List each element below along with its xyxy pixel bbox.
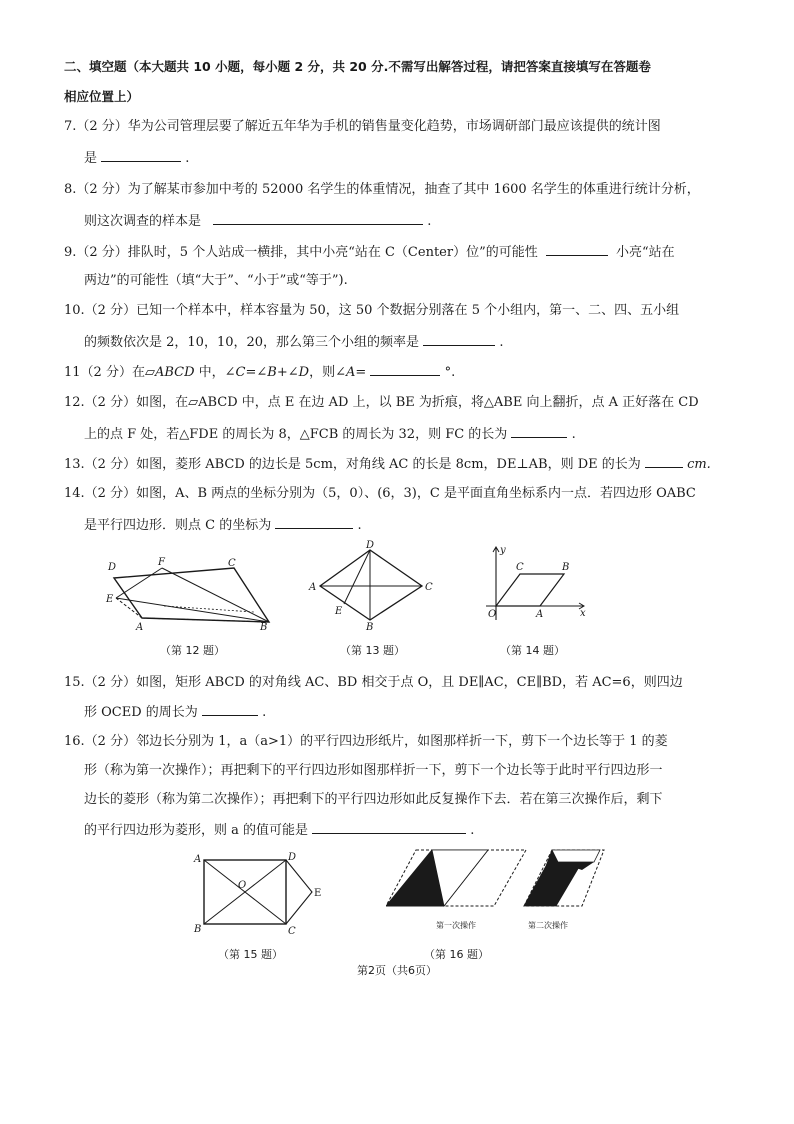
q11-text-b: ABCD: [154, 365, 195, 380]
figure-14-diagram: [480, 544, 590, 622]
q11-text-k: =: [355, 365, 367, 380]
question-14-text: 是平行四边形．则点 C 的坐标为: [84, 518, 272, 533]
question-16-text: 的平行四边形为菱形，则 a 的值可能是: [84, 823, 309, 838]
question-9-line2: 两边”的可能性（填“大于”、“小于”或“等于”).: [84, 273, 348, 288]
question-7-end: .: [185, 151, 190, 166]
page-number: 第2页（共6页）: [357, 964, 437, 977]
fig15-label-b: B: [194, 924, 202, 935]
answer-blank-9[interactable]: [546, 242, 608, 256]
question-15-line2: [84, 702, 266, 722]
fig12-label-b: B: [260, 622, 268, 632]
section-title-cont: 相应位置上）: [64, 89, 140, 104]
question-11-line: [64, 362, 455, 382]
question-9-text-b: 小亮“站在: [616, 245, 675, 260]
question-14-line1: 14.（2 分）如图，A、B 两点的坐标分别为（5，0）、(6，3)，C 是平面直角坐标系内一点．若四边形 OABC: [64, 486, 696, 501]
question-16-line3: 边长的菱形（称为第二次操作）；再把剩下的平行四边形如此反复操作下去．若在第三次操作后，剩下: [84, 792, 663, 807]
fig16-op2-label: 第二次操作: [528, 921, 568, 930]
q11-text-h: D: [298, 365, 310, 380]
q11-text-l: °.: [444, 365, 456, 380]
question-14-line2: [84, 515, 362, 535]
q11-text-f: B: [267, 365, 277, 380]
question-7-line2: [84, 148, 189, 168]
fig13-label-c: C: [425, 582, 433, 593]
question-16-line4: [84, 820, 474, 840]
answer-blank-12[interactable]: [511, 424, 567, 438]
answer-blank-8[interactable]: [213, 211, 423, 225]
question-15-end: .: [262, 705, 267, 720]
fig14-label-a: A: [536, 609, 544, 620]
fig12-label-f: F: [158, 557, 165, 568]
q11-text-c: 中，∠: [194, 365, 236, 380]
question-8-line1: 8.（2 分）为了解某市参加中考的 52000 名学生的体重情况，抽查了其中 1600 名学生的体重进行统计分析，: [64, 182, 700, 197]
question-10-line2: [84, 332, 503, 352]
question-10-text: 的频数依次是 2，10，10，20，那么第三个小组的频率是: [84, 335, 420, 350]
q11-text-g: +∠: [276, 365, 299, 380]
fig14-label-b: B: [562, 562, 570, 573]
fig15-label-a: A: [194, 854, 202, 865]
fig14-label-x: x: [580, 608, 586, 619]
figure-13-caption: （第 13 题）: [340, 644, 405, 657]
question-15-line1: 15.（2 分）如图，矩形 ABCD 的对角线 AC、BD 相交于点 O，且 DE∥AC，CE∥BD，若 AC=6，则四边: [64, 675, 683, 690]
question-10-line1: 10.（2 分）已知一个样本中，样本容量为 50，这 50 个数据分别落在 5 个小组内，第一、二、四、五小组: [64, 303, 680, 318]
figure-14-caption: （第 14 题）: [500, 644, 565, 657]
question-14-end: .: [357, 518, 362, 533]
figure-16-diagram: [386, 846, 608, 936]
question-16-line1: 16.（2 分）邻边长分别为 1，a（a>1）的平行四边形纸片，如图那样折一下，剪下一个边长等于 1 的菱: [64, 734, 668, 749]
fig15-label-o: O: [238, 880, 247, 891]
fig13-label-e: E: [335, 606, 343, 617]
question-15-text: 形 OCED 的周长为: [84, 705, 198, 720]
question-12-line2: [84, 424, 576, 444]
figure-15-caption: （第 15 题）: [218, 948, 283, 961]
fig14-label-c: C: [516, 562, 524, 573]
q11-text-j: A: [346, 365, 356, 380]
q11-text-i: ，则∠: [309, 365, 346, 380]
fig12-label-d: D: [108, 562, 117, 573]
fig12-label-e: E: [106, 594, 114, 605]
question-12-text: 上的点 F 处，若△FDE 的周长为 8，△FCB 的周长为 32，则 FC 的长为: [84, 427, 508, 442]
figure-15-diagram: [190, 850, 332, 940]
fig12-label-c: C: [228, 558, 236, 569]
fig15-label-e: E: [314, 888, 322, 899]
answer-blank-13[interactable]: [645, 454, 683, 468]
fig12-label-a: A: [136, 622, 144, 632]
fig13-label-a: A: [309, 582, 317, 593]
q11-text-a: 11（2 分）在▱: [64, 365, 155, 380]
question-16-end: .: [470, 823, 475, 838]
answer-blank-10[interactable]: [423, 332, 495, 346]
question-8-text: 则这次调查的样本是: [84, 214, 202, 229]
q11-text-e: =∠: [245, 365, 268, 380]
figure-12-diagram: [104, 556, 280, 632]
question-13-line: [64, 454, 711, 474]
question-12-line1: 12.（2 分）如图，在▱ABCD 中，点 E 在边 AD 上，以 BE 为折痕，将△ABE 向上翻折，点 A 正好落在 CD: [64, 395, 699, 410]
fig14-label-o: O: [488, 609, 497, 620]
answer-blank-11[interactable]: [370, 362, 440, 376]
section-title: 二、填空题（本大题共 10 小题，每小题 2 分，共 20 分.不需写出解答过程，请把答案直接填写在答题卷: [64, 59, 651, 74]
question-10-end: .: [499, 335, 504, 350]
fig15-label-d: D: [288, 852, 297, 863]
fig15-label-c: C: [288, 926, 296, 937]
question-8-line2: [84, 211, 431, 231]
fig13-label-b: B: [366, 622, 374, 632]
answer-blank-16[interactable]: [312, 820, 466, 834]
question-9-text: 9.（2 分）排队时，5 个人站成一横排，其中小亮“站在 C（Center）位”的可能性: [64, 245, 538, 260]
question-13-end: cm.: [687, 457, 711, 472]
q11-text-d: C: [235, 365, 246, 380]
figure-12-caption: （第 12 题）: [160, 644, 225, 657]
question-9-line1: [64, 242, 675, 262]
question-8-end: .: [427, 214, 432, 229]
fig13-label-d: D: [366, 540, 375, 551]
answer-blank-7[interactable]: [101, 148, 181, 162]
question-16-line2: 形（称为第一次操作）；再把剩下的平行四边形如图那样折一下，剪下一个边长等于此时平行四边形一: [84, 763, 663, 778]
answer-blank-14[interactable]: [275, 515, 353, 529]
question-7-text: 是: [84, 151, 98, 166]
question-13-text: 13.（2 分）如图，菱形 ABCD 的边长是 5cm，对角线 AC 的长是 8cm，DE⊥AB，则 DE 的长为: [64, 457, 641, 472]
answer-blank-15[interactable]: [202, 702, 258, 716]
question-12-end: .: [571, 427, 576, 442]
figure-16-caption: （第 16 题）: [424, 948, 489, 961]
question-7-line1: 7.（2 分）华为公司管理层要了解近五年华为手机的销售量变化趋势，市场调研部门最应该提供的统计图: [64, 119, 661, 134]
fig14-label-y: y: [500, 545, 506, 556]
fig16-op1-label: 第一次操作: [436, 921, 476, 930]
figure-13-diagram: [306, 540, 440, 632]
